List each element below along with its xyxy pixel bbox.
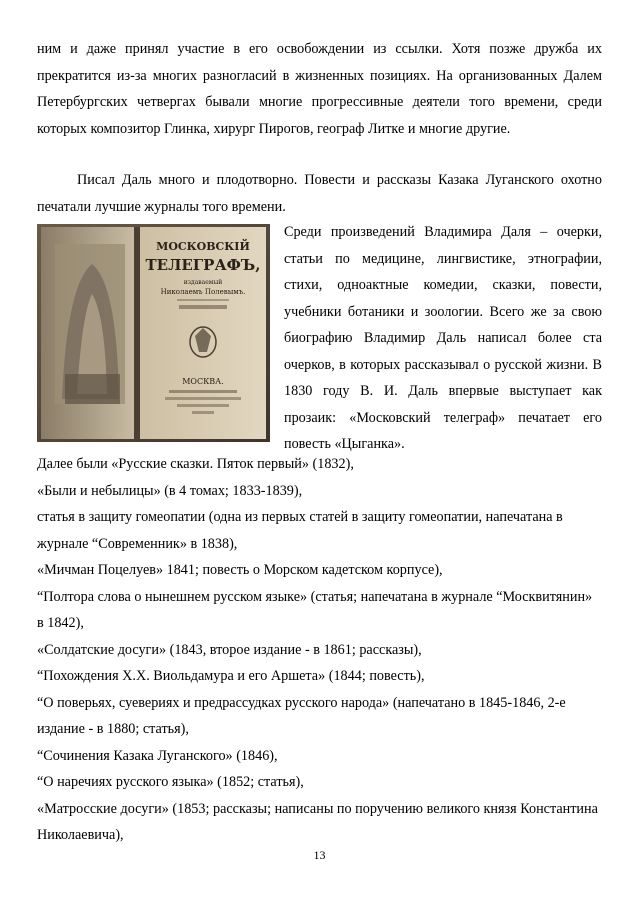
works-list-item: статья в защиту гомеопатии (одна из первых статей в защиту гомеопатии, напечатана в журнале “Современник» в 1838), xyxy=(37,509,563,552)
page-number: 13 xyxy=(313,848,326,862)
book-subtitle: издаваемый xyxy=(183,279,223,286)
works-list-item: Далее были «Русские сказки. Пяток первый» (1832), xyxy=(37,456,354,472)
book-photo xyxy=(37,224,270,442)
works-list-item: “Похождения Х.Х. Виольдамура и его Аршета» (1844; повесть), xyxy=(37,668,425,684)
document-page xyxy=(37,0,602,903)
paragraph-works-overview: Среди произведений Владимира Даля – очерки, статьи по медицине, лингвистике, этнографии, стихи, одноактные комедии, сказки, повести, учебники ботаники и зоологии. Всего же за свою биографию Владимир Даль написал более ста очерков, в которых рассказывал о русской жизни. В 1830 году В. И. Даль впервые выступает как прозаик: «Московский телеграф» печатает его повесть «Цыганка». xyxy=(284,224,602,452)
paragraph-prolific-writing: Писал Даль много и плодотворно. Повести и рассказы Казака Луганского охотно печатали лучшие журналы того времени. xyxy=(37,172,602,215)
works-list-item: “О наречиях русского языка» (1852; статья), xyxy=(37,774,304,790)
works-list-item: «Матросские досуги» (1853; рассказы; написаны по поручению великого князя Константина Николаевича), xyxy=(37,800,598,843)
works-list xyxy=(37,451,602,849)
paragraph-petersburg-thursdays: ним и даже принял участие в его освобождении из ссылки. Хотя позже дружба их прекратится из-за многих разногласий в жизненных позициях. На организованных Далем Петербургских четвергах бывали многие прогрессивные деятели того времени, среди которых композитор Глинка, хирург Пирогов, географ Литке и многие другие. xyxy=(37,41,602,137)
book-city: МОСКВА. xyxy=(182,377,224,386)
works-list-item: “Сочинения Казака Луганского» (1846), xyxy=(37,747,278,764)
book-illustration xyxy=(37,224,270,442)
book-publisher: Николаемъ Полевымъ. xyxy=(160,288,246,296)
works-list-item: «Мичман Поцелуев» 1841; повесть о Морском кадетском корпусе), xyxy=(37,562,443,578)
works-list-item: “Полтора слова о нынешнем русском языке» (статья; напечатана в журнале “Москвитянин» в 1842), xyxy=(37,588,593,631)
book-title-line1: МОСКОВСКІЙ xyxy=(156,240,250,253)
book-title-line2: ТЕЛЕГРАФЪ, xyxy=(145,256,261,274)
works-list-item: «Были и небылицы» (в 4 томах; 1833-1839), xyxy=(37,482,303,499)
works-list-item: «Солдатские досуги» (1843, второе издание - в 1861; рассказы), xyxy=(37,641,422,658)
works-list-item: “О поверьях, суевериях и предрассудках русского народа» (напечатано в 1845-1846, 2-е издание - в 1880; статья), xyxy=(37,694,566,737)
